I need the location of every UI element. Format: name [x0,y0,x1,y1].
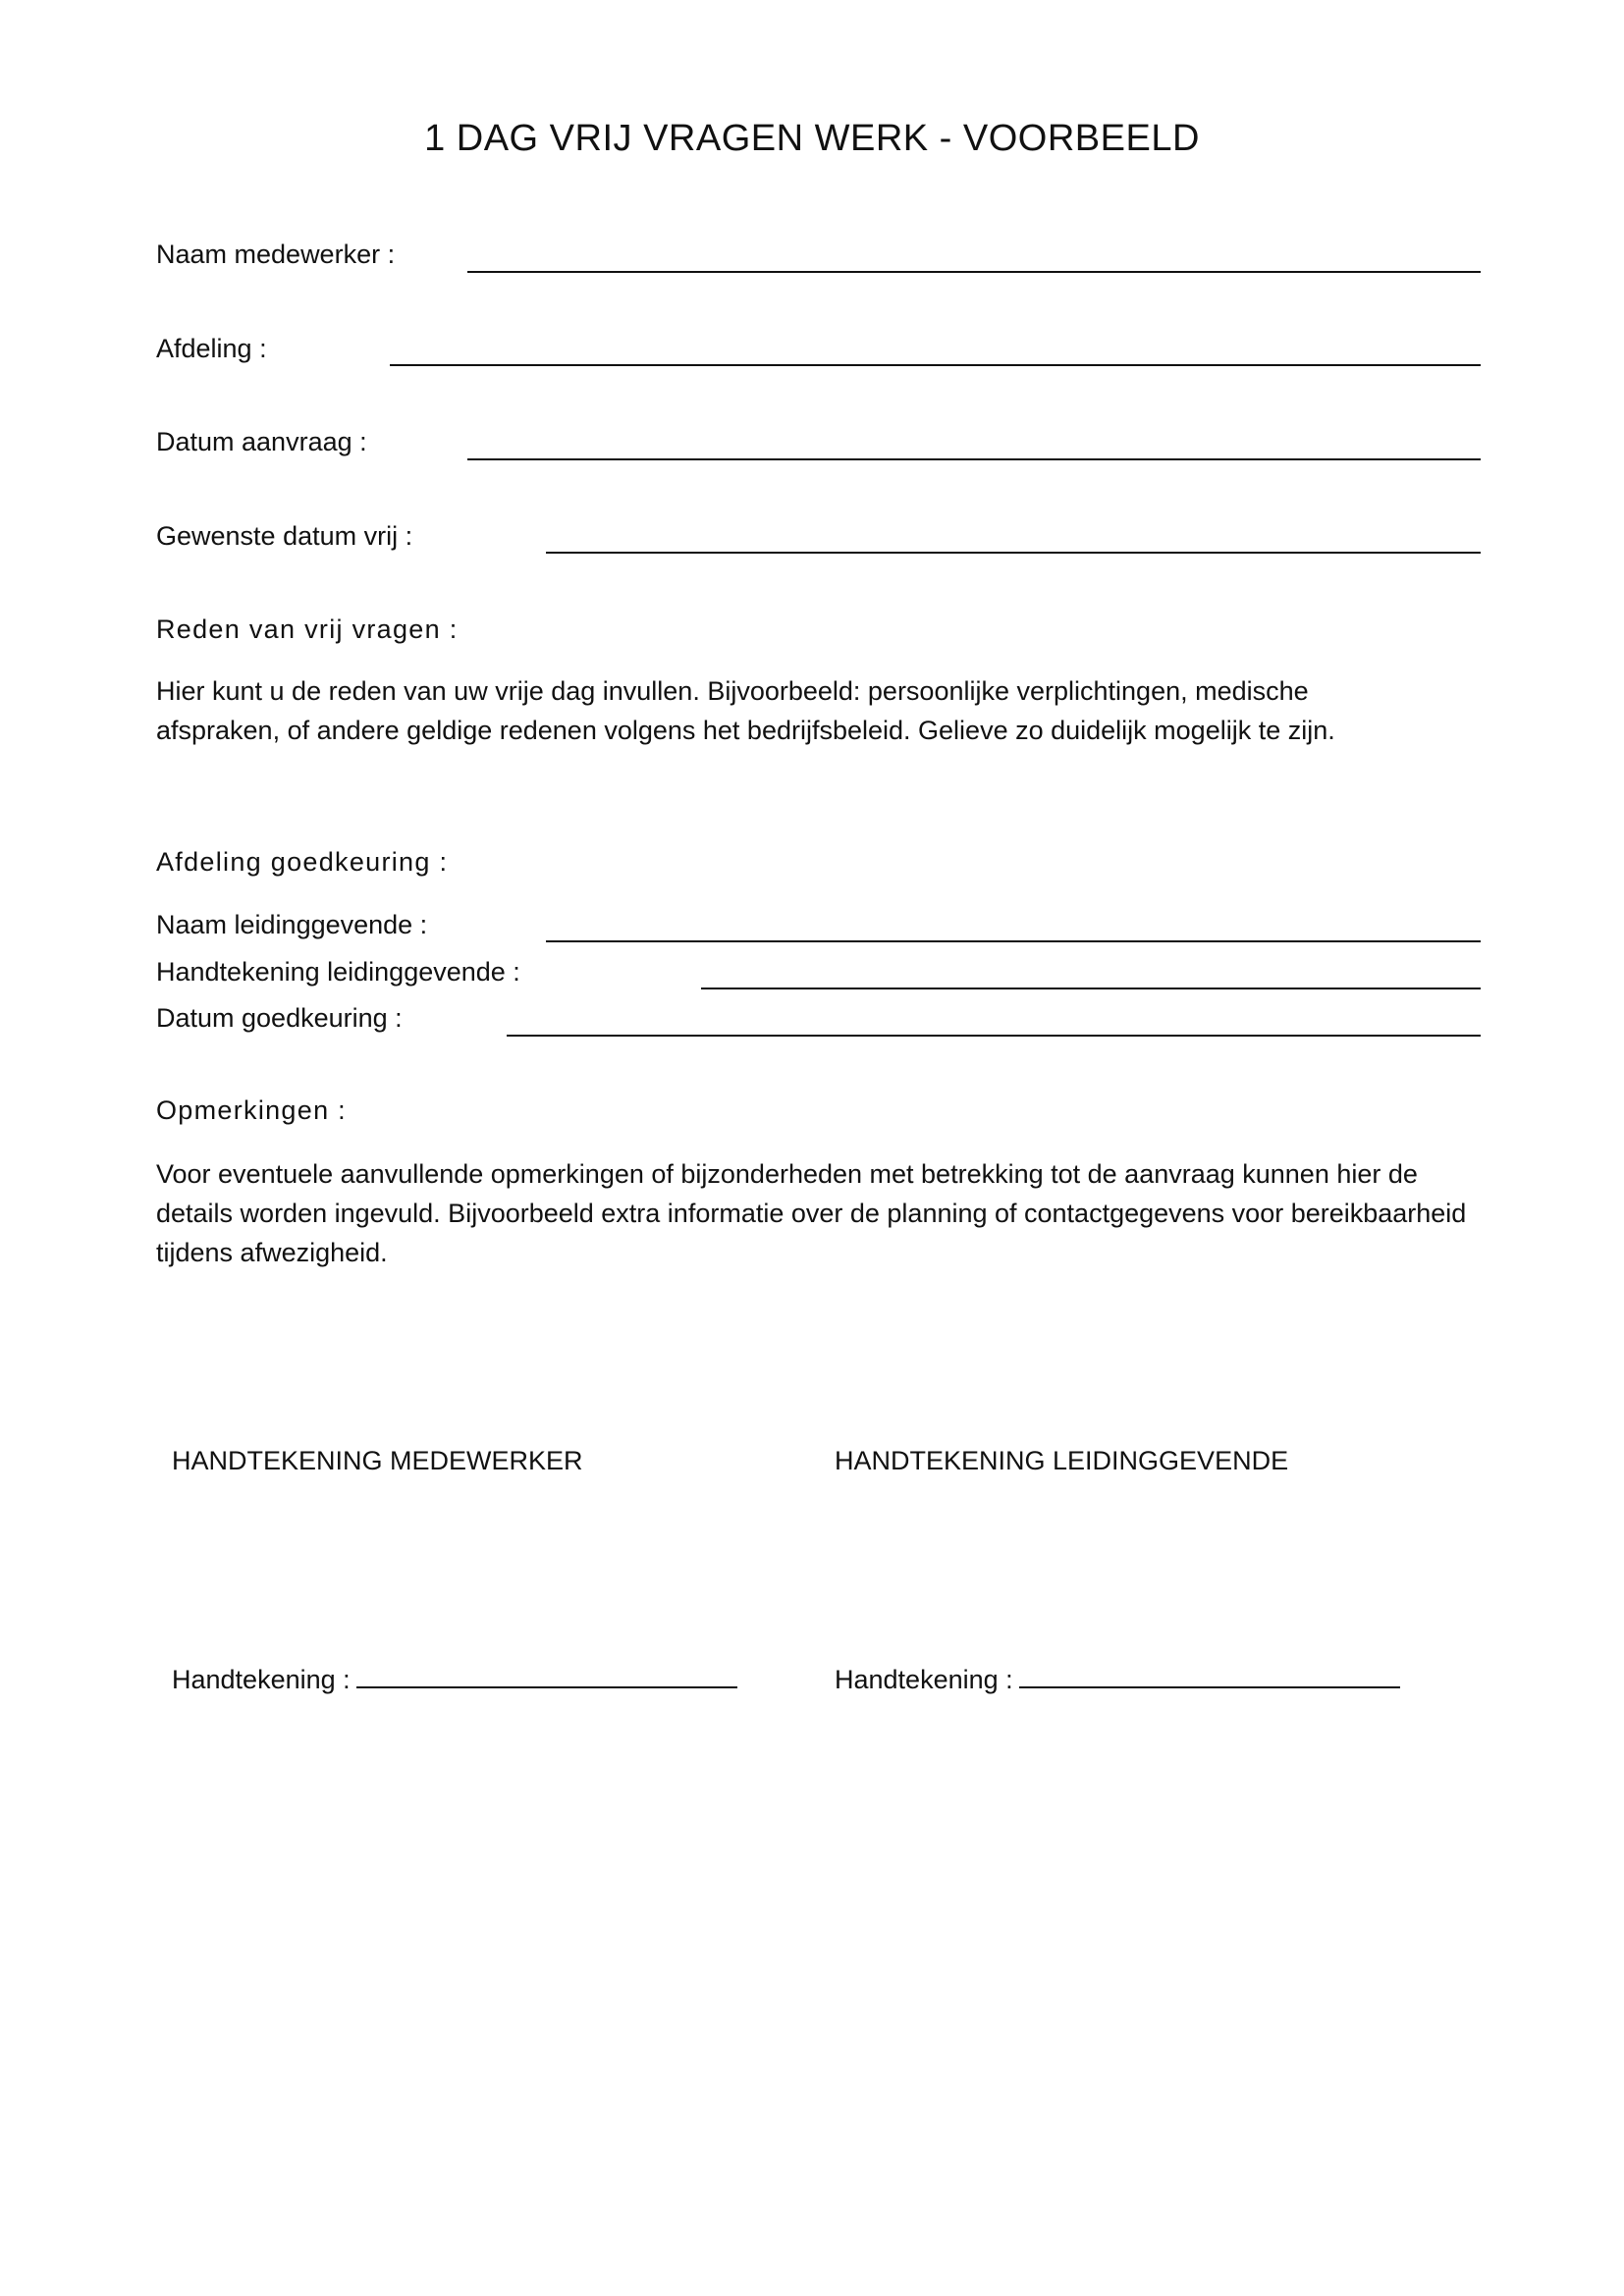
manager-signature-heading: HANDTEKENING LEIDINGGEVENDE [835,1446,1289,1475]
manager-signature-row [835,1664,1400,1695]
reason-heading: Reden van vrij vragen : [156,614,459,644]
remarks-text: Voor eventuele aanvullende opmerkingen of bijzonderheden met betrekking tot de aanvraag kunnen hier de details worden ingevuld. Bijvoorbeeld extra informatie over de planning of contactgegevens voor bereikbaarheid tijdens afwezigheid. [156,1159,1467,1267]
employee-name-label: Naam medewerker : [156,240,396,269]
request-date-field[interactable] [467,458,1481,460]
desired-date-field[interactable] [546,552,1481,554]
desired-date-label: Gewenste datum vrij : [156,521,413,551]
employee-signature-row [172,1664,737,1695]
department-field[interactable] [390,364,1481,366]
request-date-label: Datum aanvraag : [156,427,367,456]
manager-signature-label: Handtekening leidinggevende : [156,957,520,987]
manager-signature-bottom-label: Handtekening : [835,1665,1013,1694]
employee-name-field[interactable] [467,271,1481,273]
page-title: 1 DAG VRIJ VRAGEN WERK - VOORBEELD [424,118,1200,159]
remarks-heading: Opmerkingen : [156,1095,347,1125]
employee-signature-field[interactable] [356,1667,737,1688]
employee-signature-label: Handtekening : [172,1665,351,1694]
manager-name-field[interactable] [546,940,1481,942]
approval-heading: Afdeling goedkeuring : [156,847,449,877]
reason-text: Hier kunt u de reden van uw vrije dag invullen. Bijvoorbeeld: persoonlijke verplichtingen, medische afspraken, of andere geldige redenen volgens het bedrijfsbeleid. Gelieve zo duidelijk mogelijk te zijn. [156,676,1335,745]
manager-name-label: Naam leidinggevende : [156,910,428,939]
approval-date-label: Datum goedkeuring : [156,1003,403,1033]
manager-signature-field[interactable] [701,988,1481,989]
manager-signature-bottom-field[interactable] [1019,1667,1400,1688]
approval-date-field[interactable] [507,1035,1481,1037]
department-label: Afdeling : [156,334,267,363]
employee-signature-heading: HANDTEKENING MEDEWERKER [172,1446,583,1475]
